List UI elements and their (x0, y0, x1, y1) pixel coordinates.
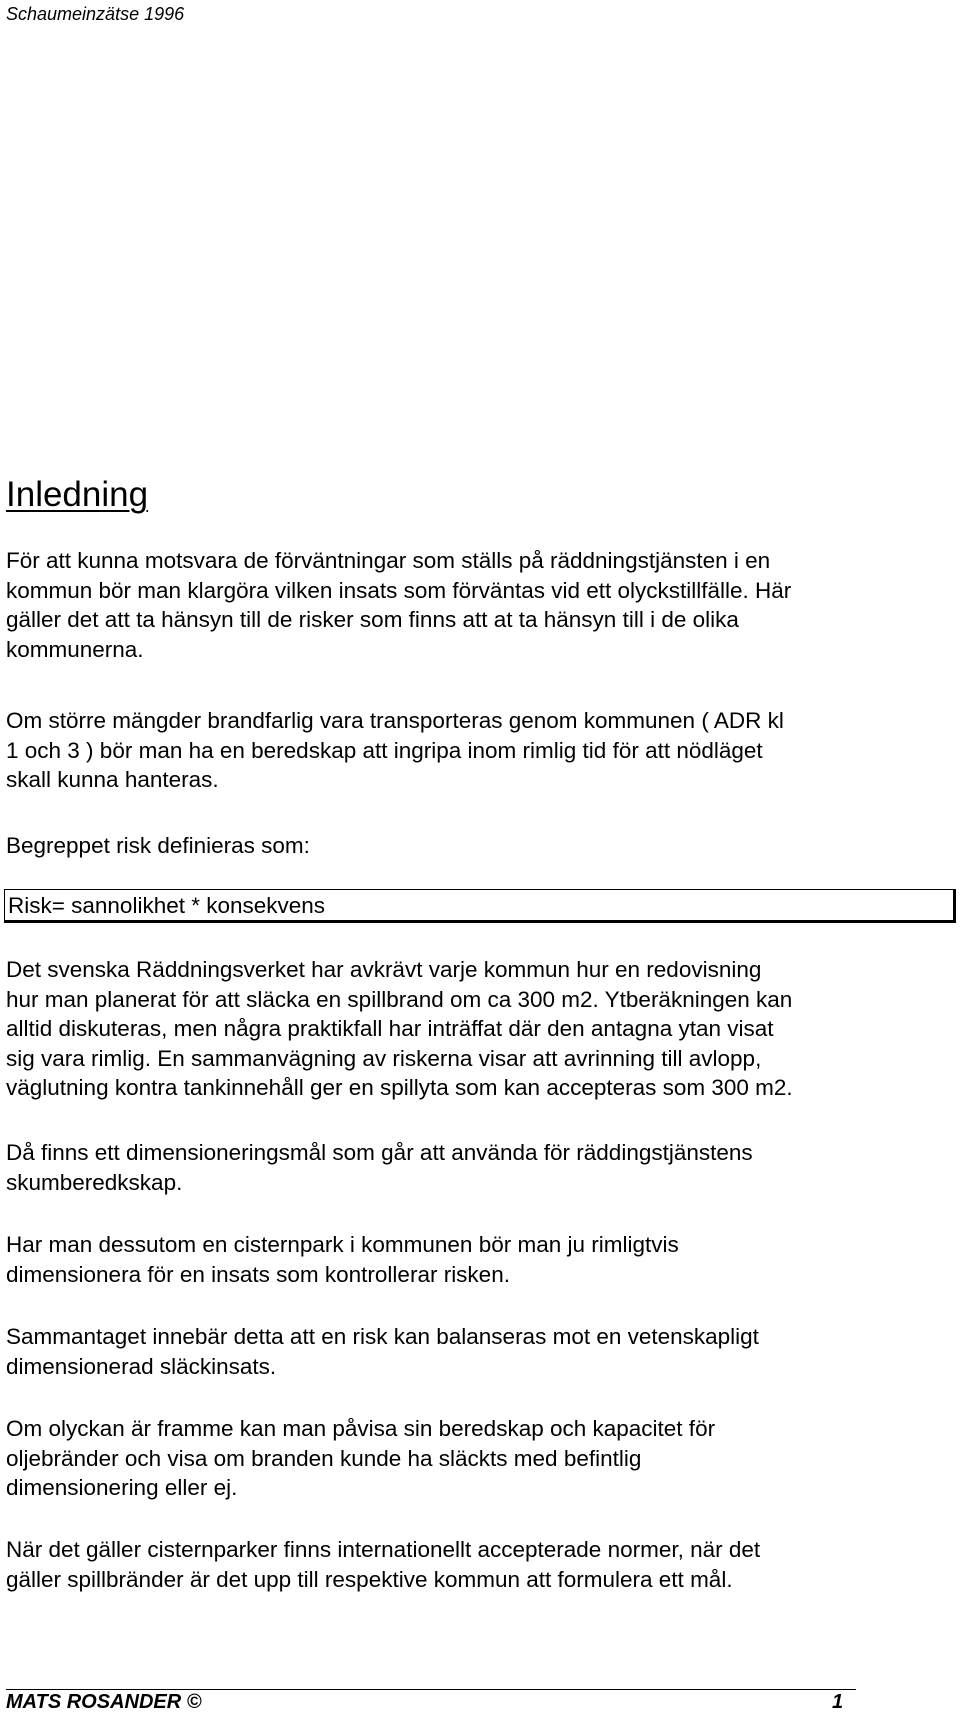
section-title: Inledning (6, 475, 149, 514)
paragraph-summary: Sammantaget innebär detta att en risk kan balanseras mot en vetenskapligt dimensionerad släckinsats. (6, 1324, 759, 1379)
footer-author: MATS ROSANDER © (6, 1691, 202, 1713)
paragraph-cistern-park: Har man dessutom en cisternpark i kommunen bör man ju rimligtvis dimensionera för en insats som kontrollerar risken. (6, 1232, 679, 1287)
risk-formula: Risk= sannolikhet * konsekvens (8, 893, 326, 918)
paragraph-accident: Om olyckan är framme kan man påvisa sin beredskap och kapacitet för oljebränder och visa om branden kunde ha släckts med befintlig dimensionering eller ej. (6, 1416, 716, 1500)
risk-formula-box (4, 889, 956, 923)
paragraph-risk-definition: Begreppet risk definieras som: (6, 833, 310, 858)
paragraph-transport: Om större mängder brandfarlig vara transporteras genom kommunen ( ADR kl 1 och 3 ) bör man ha en beredskap att ingripa inom rimlig tid för att nödläget skall kunna hanteras. (6, 708, 784, 792)
running-header: Schaumeinzätse 1996 (6, 4, 185, 24)
paragraph-norms: När det gäller cisternparker finns internationellt accepterade normer, när det gäller spillbränder är det upp till respektive kommun att formulera ett mål. (6, 1537, 761, 1592)
paragraph-raddningsverket: Det svenska Räddningsverket har avkrävt varje kommun hur en redovisning hur man planerat för att släcka en spillbrand om ca 300 m2. Ytberäkningen kan alltid diskuteras, men några praktikfall har inträffat där den antagna ytan visat sig vara rimlig. En sammanvägning av riskerna visar att avrinning till avlopp, väglutning kontra tankinnehåll ger en spillyta som kan accepteras som 300 m2. (6, 957, 793, 1100)
paragraph-dimensioning-goal: Då finns ett dimensioneringsmål som går att använda för räddingstjänstens skumberedkskap. (6, 1140, 753, 1195)
paragraph-intro: För att kunna motsvara de förväntningar som ställs på räddningstjänsten i en kommun bör man klargöra vilken insats som förväntas vid ett olyckstillfälle. Här gäller det att ta hänsyn till de risker som finns att at ta hänsyn till i de olika kommunerna. (6, 548, 792, 662)
footer-page-number: 1 (832, 1691, 844, 1713)
